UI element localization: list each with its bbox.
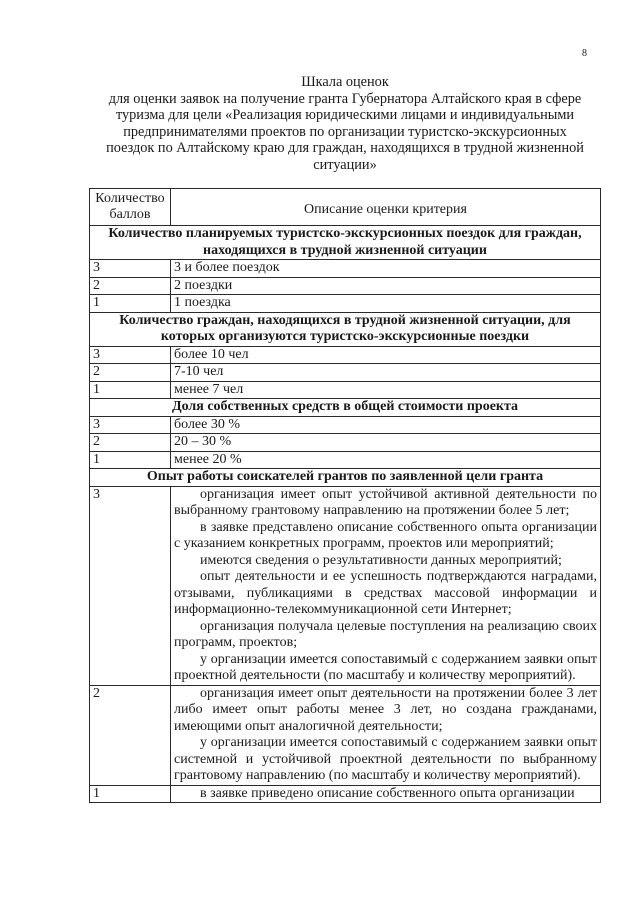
description-cell <box>171 486 601 685</box>
description-cell: менее 7 чел <box>171 381 601 399</box>
description-cell: более 10 чел <box>171 346 601 364</box>
score-cell: 3 <box>90 346 171 364</box>
title-line: для оценки заявок на получение гранта Губернатора Алтайского края в сфере <box>108 90 582 107</box>
score-cell: 2 <box>90 685 171 785</box>
score-cell: 2 <box>90 434 171 452</box>
criterion-paragraph: в заявке приведено описание собственного опыта организации <box>200 785 575 801</box>
table-row <box>90 381 601 399</box>
title-line: ситуации» <box>313 156 377 173</box>
section-title: Доля собственных средств в общей стоимости проекта <box>90 399 601 417</box>
document-title <box>90 74 600 173</box>
criterion-paragraph: организация получала целевые поступления на реализацию своих программ, проектов; <box>174 618 597 650</box>
table-row <box>90 785 601 803</box>
description-cell: 7-10 чел <box>171 364 601 382</box>
criterion-paragraph: организация имеет опыт деятельности на протяжении более 3 лет либо имеет опыт работы менее 3 лет, но создана гражданами, имеющими опыт аналогичной деятельности; <box>174 685 597 734</box>
criterion-paragraph: у организации имеется сопоставимый с содержанием заявки опыт проектной деятельности (по масштабу и количеству мероприятий). <box>174 651 597 683</box>
table-row <box>90 685 601 785</box>
table-row <box>90 416 601 434</box>
description-cell: более 30 % <box>171 416 601 434</box>
table-row <box>90 451 601 469</box>
evaluation-table <box>89 188 601 803</box>
description-cell: 2 поездки <box>171 277 601 295</box>
title-line: туризма для цели «Реализация юридическими лицами и индивидуальными <box>115 107 575 123</box>
description-cell <box>171 785 601 803</box>
score-cell: 2 <box>90 364 171 382</box>
score-cell: 3 <box>90 416 171 434</box>
score-cell: 1 <box>90 451 171 469</box>
table-row <box>90 364 601 382</box>
section-row <box>90 469 601 487</box>
section-title: Количество планируемых туристско-экскурсионных поездок для граждан, находящихся в трудной жизненной ситуации <box>90 226 601 260</box>
score-cell: 1 <box>90 295 171 313</box>
description-cell: менее 20 % <box>171 451 601 469</box>
criterion-paragraph: организация имеет опыт устойчивой активной деятельности по выбранному грантовому направлению на протяжении более 5 лет; <box>174 486 597 518</box>
table-row <box>90 260 601 278</box>
title-line: поездок по Алтайскому краю для граждан, находящихся в трудной жизненной <box>106 140 584 156</box>
table-row <box>90 346 601 364</box>
score-cell: 3 <box>90 486 171 685</box>
title-line: предпринимателями проектов по организации туристско-экскурсионных <box>123 123 567 140</box>
table-row <box>90 295 601 313</box>
section-row <box>90 312 601 346</box>
table-row <box>90 277 601 295</box>
description-cell <box>171 685 601 785</box>
criterion-paragraph: у организации имеется сопоставимый с содержанием заявки опыт системной и устойчивой проектной деятельности по выбранному грантовому направлению (по масштабу и количеству мероприятий). <box>174 735 597 783</box>
criterion-paragraph: опыт деятельности и ее успешность подтверждаются наградами, отзывами, публикациями в средствах массовой информации и информационно-телекоммуникационной сети Интернет; <box>174 569 597 617</box>
title-line: Шкала оценок <box>301 74 389 90</box>
criterion-paragraph: в заявке представлено описание собственного опыта организации с указанием конкретных программ, проектов или мероприятий; <box>174 519 597 551</box>
table-row <box>90 434 601 452</box>
score-cell: 1 <box>90 381 171 399</box>
score-cell: 2 <box>90 277 171 295</box>
section-title: Опыт работы соискателей грантов по заявленной цели гранта <box>90 469 601 487</box>
description-cell: 3 и более поездок <box>171 260 601 278</box>
section-row <box>90 399 601 417</box>
section-title: Количество граждан, находящихся в трудной жизненной ситуации, для которых организуются туристско-экскурсионные поездки <box>90 312 601 346</box>
description-cell: 20 – 30 % <box>171 434 601 452</box>
section-row <box>90 226 601 260</box>
table-header-row <box>90 189 601 226</box>
table-row <box>90 486 601 685</box>
page-number: 8 <box>582 48 587 59</box>
header-description: Описание оценки критерия <box>171 189 601 226</box>
criterion-paragraph: имеются сведения о результативности данных мероприятий; <box>200 552 562 568</box>
score-cell: 3 <box>90 260 171 278</box>
header-score: Количество баллов <box>90 189 171 226</box>
description-cell: 1 поездка <box>171 295 601 313</box>
score-cell: 1 <box>90 785 171 803</box>
